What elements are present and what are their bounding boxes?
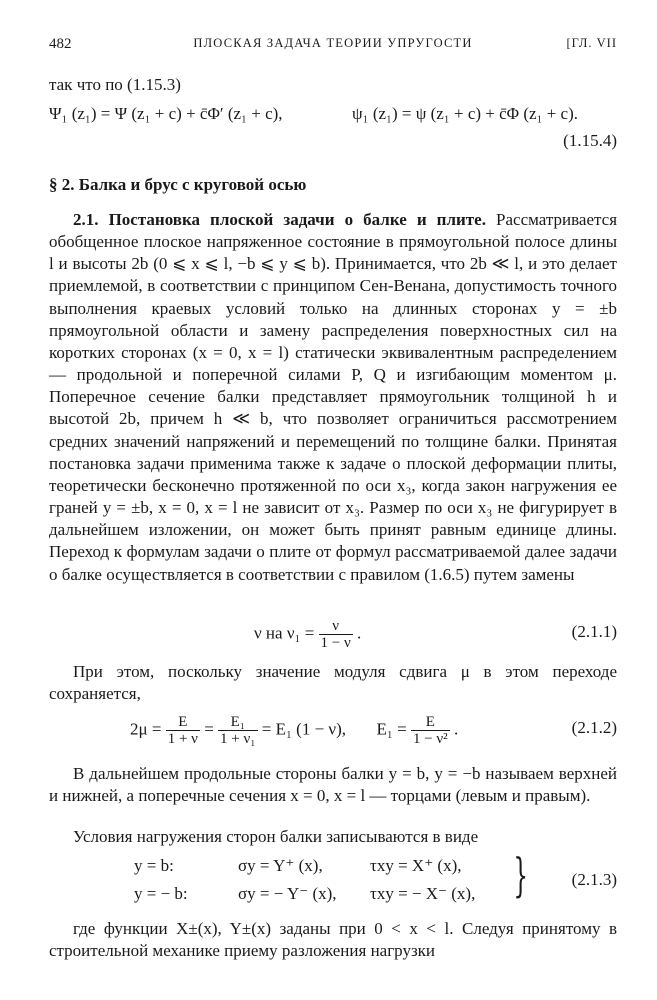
eq-2-1-2-part-d: E₁ = bbox=[376, 719, 407, 739]
eq-2-1-1-denominator: 1 − ν bbox=[320, 635, 351, 651]
paragraph-4: Условия нагружения сторон балки записываются в виде bbox=[73, 827, 479, 846]
eq-2-1-3-row2-sigma: σy = − Y⁻ (x), bbox=[238, 884, 337, 903]
eq-2-1-3-row2-tau: τxy = − X⁻ (x), bbox=[370, 884, 476, 903]
eq-2-1-2-f1-numerator: E bbox=[166, 714, 200, 731]
eq-2-1-2-f2-numerator: E₁ bbox=[218, 714, 257, 731]
eq-2-1-2-f3-numerator: E bbox=[411, 714, 450, 731]
equation-number-2-1-2: (2.1.2) bbox=[571, 718, 617, 737]
paragraph-1-text: Рассматривается обобщенное плоское напряженное состояние в прямоугольной полосе длины l и высоты 2b (0 ⩽ x ⩽ l, −b ⩽ y ⩽ b). Принимается, что 2b ≪ l, и это делает приемлемой, в соответствии с принципом Сен-Венана, допустимость точного выполнения краевых условий только на длинных сторонах y = ±b прямоугольной области и замену распределения поверхностных сил на коротких сторонах (x = 0, x = l) статически эквивалентным распределением — продольной и поперечной силами P, Q и изгибающим моментом μ. Поперечное сечение балки представляет прямоугольник толщиной h и высотой 2b, причем h ≪ b, что позволяет ограничиться рассмотрением средних значений напряжений и перемещений по толщине балки. Принятая постановка задачи применима также к задаче о плоской деформации плиты, теоретически бесконечно протяженной по оси x₃, когда закон нагружения ее граней y = ±b, x = 0, x = l не зависит от x₃. Размер по оси x₃ не фигурирует в дальнейшем изложении, он может быть принят равным единице длины. Переход к формулам задачи о плите от формул рассматриваемой далее задачи о балке осуществляется в соответствии с правилом (1.6.5) путем замены bbox=[49, 210, 618, 584]
eq-2-1-2-part-b: = bbox=[204, 719, 214, 739]
eq-2-1-1-tail: . bbox=[357, 623, 362, 643]
paragraph-3: В дальнейшем продольные стороны балки y = b, y = −b называем верхней и нижней, а поперечные сечения x = 0, x = l — торцами (левым и правым). bbox=[49, 764, 617, 806]
paragraph-5: где функции X±(x), Y±(x) заданы при 0 < x < l. Следуя принятому в строительной механике приему разложения нагрузки bbox=[49, 919, 617, 961]
eq-2-1-1-fraction bbox=[319, 618, 353, 651]
equation-1-15-4-left: Ψ₁ (z₁) = Ψ (z₁ + c) + c̄Φ′ (z₁ + c), bbox=[49, 104, 283, 123]
eq-2-1-2-fraction-3 bbox=[411, 714, 450, 747]
equation-2-1-1 bbox=[254, 618, 361, 651]
intro-line: так что по (1.15.3) bbox=[49, 75, 181, 94]
right-brace: } bbox=[513, 848, 528, 902]
equation-1-15-4-right: ψ₁ (z₁) = ψ (z₁ + c) + c̄Φ (z₁ + c). bbox=[352, 104, 579, 123]
eq-2-1-3-row1-condition: y = b: bbox=[134, 856, 174, 875]
eq-2-1-3-row1-tau: τxy = X⁺ (x), bbox=[370, 856, 462, 875]
eq-2-1-2-f3-denominator: 1 − ν² bbox=[412, 731, 448, 747]
chapter-label: [ГЛ. VII bbox=[566, 36, 617, 50]
equation-number-2-1-3: (2.1.3) bbox=[571, 870, 617, 889]
running-title: ПЛОСКАЯ ЗАДАЧА ТЕОРИИ УПРУГОСТИ bbox=[193, 36, 473, 50]
eq-2-1-3-row2-condition: y = − b: bbox=[134, 884, 188, 903]
page-number: 482 bbox=[49, 36, 72, 52]
paragraph-1 bbox=[49, 209, 617, 614]
eq-2-1-1-numerator: ν bbox=[319, 618, 353, 635]
running-header bbox=[49, 36, 617, 56]
eq-2-1-1-lhs: ν на ν₁ = bbox=[254, 623, 315, 643]
eq-2-1-3-row1-sigma: σy = Y⁺ (x), bbox=[238, 856, 323, 875]
eq-2-1-2-fraction-1 bbox=[166, 714, 200, 747]
equation-number-2-1-1: (2.1.1) bbox=[571, 622, 617, 641]
section-title: § 2. Балка и брус с круговой осью bbox=[49, 175, 307, 194]
eq-2-1-2-part-a: 2μ = bbox=[130, 719, 162, 739]
eq-2-1-2-f1-denominator: 1 + ν bbox=[167, 731, 198, 747]
eq-2-1-2-f2-denominator: 1 + ν₁ bbox=[220, 731, 256, 747]
paragraph-2: При этом, поскольку значение модуля сдвига μ в этом переходе сохраняется, bbox=[49, 662, 617, 704]
equation-2-1-2 bbox=[130, 714, 458, 747]
eq-2-1-2-fraction-2 bbox=[218, 714, 257, 747]
equation-number-1-15-4: (1.15.4) bbox=[563, 131, 617, 150]
eq-2-1-2-part-c: = E₁ (1 − ν), bbox=[261, 719, 347, 739]
eq-2-1-2-part-e: . bbox=[453, 719, 459, 739]
subsection-title: 2.1. Постановка плоской задачи о балке и плите. bbox=[73, 210, 486, 229]
